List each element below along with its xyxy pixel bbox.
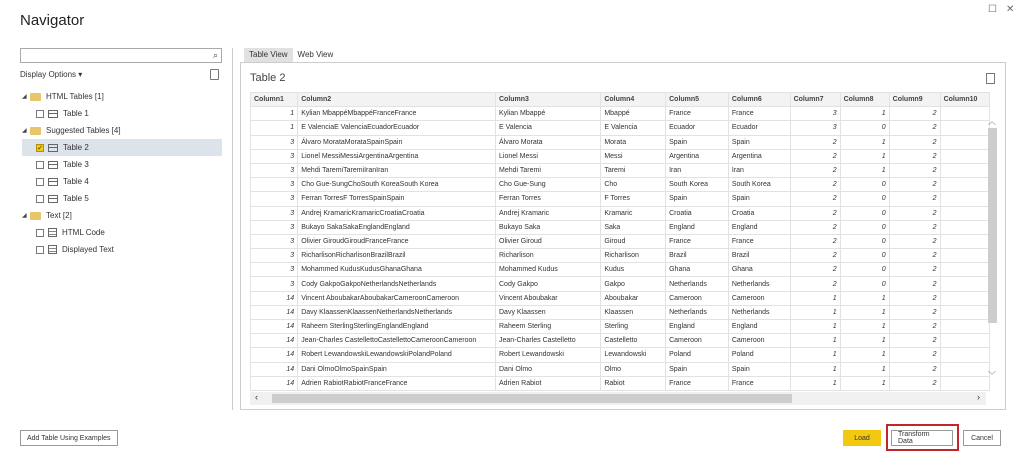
table-cell: 2 (889, 376, 940, 390)
table-cell: Ferran Torres (496, 192, 601, 206)
table-cell (940, 149, 989, 163)
table-cell (940, 163, 989, 177)
table-cell: Morata (601, 135, 666, 149)
table-cell: Gakpo (601, 277, 666, 291)
table-cell: Olivier GiroudGiroudFranceFrance (298, 234, 496, 248)
table-cell: E Valencia (496, 121, 601, 135)
table-cell (940, 291, 989, 305)
table-cell: E Valencia (601, 121, 666, 135)
table-cell: Jean-Charles Castelletto (496, 334, 601, 348)
table-cell: 1 (840, 149, 889, 163)
table-row (251, 277, 990, 291)
table-cell: E ValenciaE ValenciaEcuadorEcuador (298, 121, 496, 135)
table-cell: South Korea (666, 178, 729, 192)
table-cell: 2 (790, 249, 840, 263)
table-cell: Kylian MbappéMbappéFranceFrance (298, 107, 496, 121)
chevron-down-icon: ▾ (78, 70, 83, 79)
table-cell: 0 (840, 277, 889, 291)
transform-data-button[interactable]: Transform Data (891, 430, 953, 446)
page-title: Navigator (20, 12, 85, 29)
table-cell: Poland (728, 348, 790, 362)
table-row (251, 305, 990, 319)
table-cell: Álvaro MorataMorataSpainSpain (298, 135, 496, 149)
text-icon (48, 228, 57, 237)
table-cell (940, 220, 989, 234)
tree-item-label: Table 4 (63, 177, 89, 186)
table-cell: Croatia (728, 206, 790, 220)
table-cell: Giroud (601, 234, 666, 248)
table-cell: Mehdi Taremi (496, 163, 601, 177)
table-cell: 2 (889, 149, 940, 163)
table-row (251, 220, 990, 234)
table-row (251, 249, 990, 263)
table-cell: Messi (601, 149, 666, 163)
column-header[interactable]: Column9 (889, 93, 940, 107)
table-row (251, 135, 990, 149)
table-cell: 2 (889, 234, 940, 248)
table-row (251, 234, 990, 248)
table-cell: Olmo (601, 362, 666, 376)
tree-item[interactable] (22, 156, 222, 173)
table-cell: Brazil (666, 249, 729, 263)
checkbox[interactable] (36, 229, 44, 237)
column-header[interactable]: Column10 (940, 93, 989, 107)
table-cell: 0 (840, 234, 889, 248)
table-cell: 2 (889, 206, 940, 220)
table-cell: 2 (889, 249, 940, 263)
table-cell: Ghana (728, 263, 790, 277)
table-cell: Taremi (601, 163, 666, 177)
table-cell: 3 (251, 178, 298, 192)
table-cell: Raheem SterlingSterlingEnglandEngland (298, 320, 496, 334)
table-cell: 0 (840, 249, 889, 263)
table-cell: 1 (251, 107, 298, 121)
table-cell: Argentina (728, 149, 790, 163)
table-cell: Argentina (666, 149, 729, 163)
tree-item[interactable] (22, 224, 222, 241)
table-cell (940, 107, 989, 121)
table-cell: Dani OlmoOlmoSpainSpain (298, 362, 496, 376)
refresh-icon[interactable] (210, 69, 219, 80)
table-icon (48, 110, 58, 118)
table-cell: France (666, 234, 729, 248)
table-cell: Adrien Rabiot (496, 376, 601, 390)
table-cell: 2 (790, 149, 840, 163)
scroll-down-icon[interactable]: ﹀ (988, 371, 996, 380)
table-cell: 2 (889, 362, 940, 376)
tree-item[interactable] (22, 105, 222, 122)
table-cell: 0 (840, 121, 889, 135)
tree-item[interactable] (22, 207, 222, 224)
table-row (251, 348, 990, 362)
table-cell: Spain (666, 135, 729, 149)
preview-title: Table 2 (250, 72, 286, 84)
column-header[interactable]: Column8 (840, 93, 889, 107)
vertical-scrollbar[interactable] (986, 108, 999, 388)
table-cell: 2 (790, 277, 840, 291)
table-cell: 1 (840, 376, 889, 390)
table-cell: Bukayo SakaSakaEnglandEngland (298, 220, 496, 234)
table-cell: 2 (790, 178, 840, 192)
table-cell: 0 (840, 178, 889, 192)
table-cell: Andrej KramaricKramaricCroatiaCroatia (298, 206, 496, 220)
table-cell: 2 (889, 220, 940, 234)
table-cell: 3 (251, 163, 298, 177)
table-cell (940, 362, 989, 376)
expand-triangle-icon[interactable]: ◢ (22, 128, 27, 134)
table-cell: 2 (889, 320, 940, 334)
table-cell: 1 (840, 320, 889, 334)
table-cell: Cody Gakpo (496, 277, 601, 291)
table-row (251, 362, 990, 376)
table-icon (48, 178, 58, 186)
table-cell: Mehdi TaremiTaremiIranIran (298, 163, 496, 177)
table-cell: Richarlison (496, 249, 601, 263)
table-cell: Netherlands (728, 277, 790, 291)
table-cell: Iran (728, 163, 790, 177)
table-cell: 3 (251, 135, 298, 149)
tab-web-view[interactable]: Web View (297, 50, 334, 59)
table-cell: Croatia (666, 206, 729, 220)
table-cell (940, 305, 989, 319)
table-cell: 1 (790, 376, 840, 390)
table-cell: 3 (251, 277, 298, 291)
tree-item[interactable] (22, 241, 222, 258)
table-cell: Mohammed Kudus (496, 263, 601, 277)
table-row (251, 376, 990, 390)
tree-item-label: Displayed Text (62, 245, 114, 254)
table-cell: 1 (840, 305, 889, 319)
tree-item-label: Table 3 (63, 160, 89, 169)
table-cell: Klaassen (601, 305, 666, 319)
table-cell: Cho Gue-SungChoSouth KoreaSouth Korea (298, 178, 496, 192)
table-cell: Kudus (601, 263, 666, 277)
text-icon (48, 245, 57, 254)
checkbox[interactable] (36, 246, 44, 254)
table-cell: Brazil (728, 249, 790, 263)
checkbox[interactable] (36, 161, 44, 169)
table-cell: Lionel Messi (496, 149, 601, 163)
table-cell (940, 348, 989, 362)
table-cell: Jean-Charles CastellettoCastellettoCameroonCameroon (298, 334, 496, 348)
table-cell: 2 (790, 163, 840, 177)
table-cell: 2 (889, 178, 940, 192)
table-cell: Vincent Aboubakar (496, 291, 601, 305)
table-cell: Cameroon (728, 291, 790, 305)
search-icon: ⌕ (212, 50, 218, 60)
table-cell: South Korea (728, 178, 790, 192)
table-cell: 2 (889, 334, 940, 348)
table-cell: 3 (790, 121, 840, 135)
tree-item-label: Text [2] (46, 211, 72, 220)
table-cell: 1 (251, 121, 298, 135)
table-cell: France (728, 376, 790, 390)
export-icon[interactable] (986, 73, 995, 84)
table-row (251, 192, 990, 206)
table-cell: 1 (840, 291, 889, 305)
table-icon (48, 161, 58, 169)
table-cell: Spain (728, 135, 790, 149)
table-cell: 2 (889, 121, 940, 135)
table-cell: 0 (840, 206, 889, 220)
table-icon (48, 195, 58, 203)
table-cell: 3 (251, 206, 298, 220)
table-cell: 3 (251, 220, 298, 234)
table-cell: RicharlisonRicharlisonBrazilBrazil (298, 249, 496, 263)
table-cell (940, 135, 989, 149)
table-cell: Mbappé (601, 107, 666, 121)
table-cell: 2 (889, 135, 940, 149)
table-cell: 2 (889, 163, 940, 177)
table-cell: Cameroon (666, 291, 729, 305)
table-cell: 2 (790, 206, 840, 220)
column-header[interactable]: Column7 (790, 93, 840, 107)
table-cell: 2 (889, 277, 940, 291)
horizontal-scrollbar[interactable] (250, 392, 986, 405)
table-cell: F Torres (601, 192, 666, 206)
table-cell: Raheem Sterling (496, 320, 601, 334)
table-cell: 3 (251, 234, 298, 248)
table-cell: 2 (889, 291, 940, 305)
table-cell: Richarlison (601, 249, 666, 263)
table-cell: France (666, 376, 729, 390)
scroll-up-icon[interactable]: ︿ (988, 117, 996, 126)
table-cell: 14 (251, 348, 298, 362)
table-cell (940, 376, 989, 390)
table-row (251, 291, 990, 305)
table-cell (940, 320, 989, 334)
folder-icon (30, 212, 41, 220)
table-cell: Sterling (601, 320, 666, 334)
table-cell: Netherlands (666, 277, 729, 291)
table-cell: 14 (251, 362, 298, 376)
column-header[interactable]: Column3 (496, 93, 601, 107)
tree-item[interactable] (22, 88, 222, 105)
table-row (251, 149, 990, 163)
table-cell: Ferran TorresF TorresSpainSpain (298, 192, 496, 206)
table-cell: 3 (790, 107, 840, 121)
table-cell: 0 (840, 220, 889, 234)
scroll-right-icon[interactable]: › (977, 392, 980, 402)
table-cell: Cameroon (666, 334, 729, 348)
display-options-label: Display Options (20, 70, 77, 79)
table-cell: 0 (840, 192, 889, 206)
tree-item-label: HTML Tables [1] (46, 92, 104, 101)
table-cell: Ecuador (728, 121, 790, 135)
tree-item-label: Table 1 (63, 109, 89, 118)
table-row (251, 206, 990, 220)
table-row (251, 107, 990, 121)
table-cell: 2 (889, 348, 940, 362)
table-cell: 14 (251, 291, 298, 305)
column-header[interactable]: Column4 (601, 93, 666, 107)
search-input[interactable] (20, 48, 222, 63)
table-cell: 3 (251, 263, 298, 277)
scroll-left-icon[interactable]: ‹ (255, 392, 258, 402)
table-cell (940, 249, 989, 263)
table-cell (940, 121, 989, 135)
column-header[interactable]: Column6 (728, 93, 790, 107)
table-cell: Ecuador (666, 121, 729, 135)
table-cell: Robert Lewandowski (496, 348, 601, 362)
table-cell: 1 (840, 135, 889, 149)
table-cell (940, 206, 989, 220)
table-cell: 1 (790, 291, 840, 305)
tree-item[interactable] (22, 122, 222, 139)
table-cell: Poland (666, 348, 729, 362)
table-cell: Kramaric (601, 206, 666, 220)
table-cell: 1 (790, 305, 840, 319)
table-cell: 2 (790, 234, 840, 248)
table-cell: Aboubakar (601, 291, 666, 305)
table-cell: 1 (790, 334, 840, 348)
table-cell: Castelletto (601, 334, 666, 348)
table-cell: Rabiot (601, 376, 666, 390)
expand-triangle-icon[interactable]: ◢ (22, 94, 27, 100)
table-row (251, 334, 990, 348)
table-cell (940, 192, 989, 206)
table-cell: Cody GakpoGakpoNetherlandsNetherlands (298, 277, 496, 291)
table-cell: 2 (790, 135, 840, 149)
table-cell: Netherlands (728, 305, 790, 319)
table-cell: Lewandowski (601, 348, 666, 362)
tab-table-view[interactable]: Table View (244, 48, 293, 62)
table-cell (940, 263, 989, 277)
load-button[interactable]: Load (843, 430, 881, 446)
table-cell: Kylian Mbappé (496, 107, 601, 121)
expand-triangle-icon[interactable]: ◢ (22, 213, 27, 219)
table-cell: Lionel MessiMessiArgentinaArgentina (298, 149, 496, 163)
table-cell: Vincent AboubakarAboubakarCameroonCameroon (298, 291, 496, 305)
table-cell (940, 334, 989, 348)
tree-item-label: Table 5 (63, 194, 89, 203)
scroll-thumb-h[interactable] (272, 394, 792, 403)
table-cell: England (728, 220, 790, 234)
checkbox[interactable] (36, 195, 44, 203)
table-cell: 2 (889, 107, 940, 121)
table-cell: 1 (790, 320, 840, 334)
table-cell: Olivier Giroud (496, 234, 601, 248)
table-cell: 1 (840, 107, 889, 121)
table-row (251, 163, 990, 177)
tree-item-label: HTML Code (62, 228, 105, 237)
table-cell: 1 (790, 348, 840, 362)
navigator-tree (22, 88, 222, 258)
table-cell: Robert LewandowskiLewandowskiPolandPoland (298, 348, 496, 362)
table-cell: England (666, 220, 729, 234)
display-options-dropdown[interactable] (20, 70, 82, 79)
table-icon (48, 144, 58, 152)
table-cell (940, 178, 989, 192)
table-cell: 3 (251, 249, 298, 263)
table-cell: Spain (728, 362, 790, 376)
table-cell: 3 (251, 192, 298, 206)
divider (232, 48, 233, 410)
table-cell: Davy Klaassen (496, 305, 601, 319)
tree-item[interactable] (22, 139, 222, 156)
table-row (251, 121, 990, 135)
table-cell: England (728, 320, 790, 334)
table-cell: France (666, 107, 729, 121)
table-cell: Cameroon (728, 334, 790, 348)
table-cell: Netherlands (666, 305, 729, 319)
checkbox[interactable] (36, 110, 44, 118)
table-cell: 14 (251, 305, 298, 319)
table-cell: Spain (666, 362, 729, 376)
table-cell: 2 (790, 220, 840, 234)
table-cell: Iran (666, 163, 729, 177)
table-cell: France (728, 107, 790, 121)
table-cell: 0 (840, 263, 889, 277)
table-cell: Álvaro Morata (496, 135, 601, 149)
scroll-thumb[interactable] (988, 128, 997, 323)
table-cell: Ghana (666, 263, 729, 277)
table-cell: France (728, 234, 790, 248)
table-cell: 2 (889, 305, 940, 319)
column-header[interactable]: Column2 (298, 93, 496, 107)
preview-pane (240, 62, 1006, 410)
table-row (251, 178, 990, 192)
table-cell: Andrej Kramaric (496, 206, 601, 220)
tree-item[interactable] (22, 190, 222, 207)
table-cell: 14 (251, 320, 298, 334)
table-cell: Dani Olmo (496, 362, 601, 376)
close-icon[interactable]: ✕ (1006, 4, 1015, 15)
table-cell: 14 (251, 334, 298, 348)
checkbox[interactable]: ✓ (37, 144, 43, 152)
table-cell: England (666, 320, 729, 334)
maximize-icon[interactable]: ☐ (988, 4, 997, 15)
table-cell: 1 (840, 334, 889, 348)
table-cell: 14 (251, 376, 298, 390)
add-table-using-examples-button[interactable]: Add Table Using Examples (20, 430, 118, 446)
table-cell: 2 (790, 192, 840, 206)
tree-item[interactable] (22, 173, 222, 190)
table-cell: Cho Gue-Sung (496, 178, 601, 192)
table-cell (940, 234, 989, 248)
table-cell: 1 (790, 362, 840, 376)
table-cell: Spain (666, 192, 729, 206)
table-cell: Cho (601, 178, 666, 192)
table-cell: 1 (840, 348, 889, 362)
table-cell: Davy KlaassenKlaassenNetherlandsNetherlands (298, 305, 496, 319)
column-header[interactable]: Column1 (251, 93, 298, 107)
table-row (251, 263, 990, 277)
column-header[interactable]: Column5 (666, 93, 729, 107)
tree-item-label: Suggested Tables [4] (46, 126, 121, 135)
table-cell: 1 (840, 163, 889, 177)
table-cell: 2 (790, 263, 840, 277)
data-grid (250, 92, 990, 392)
table-cell: Adrien RabiotRabiotFranceFrance (298, 376, 496, 390)
table-cell: Bukayo Saka (496, 220, 601, 234)
table-row (251, 320, 990, 334)
table-cell: 1 (840, 362, 889, 376)
cancel-button[interactable]: Cancel (963, 430, 1001, 446)
table-cell: Spain (728, 192, 790, 206)
table-cell (940, 277, 989, 291)
table-cell: Saka (601, 220, 666, 234)
table-cell: 2 (889, 192, 940, 206)
checkbox[interactable] (36, 178, 44, 186)
table-cell: Mohammed KudusKudusGhanaGhana (298, 263, 496, 277)
tree-item-label: Table 2 (63, 143, 89, 152)
folder-icon (30, 127, 41, 135)
table-cell: 2 (889, 263, 940, 277)
folder-icon (30, 93, 41, 101)
table-cell: 3 (251, 149, 298, 163)
